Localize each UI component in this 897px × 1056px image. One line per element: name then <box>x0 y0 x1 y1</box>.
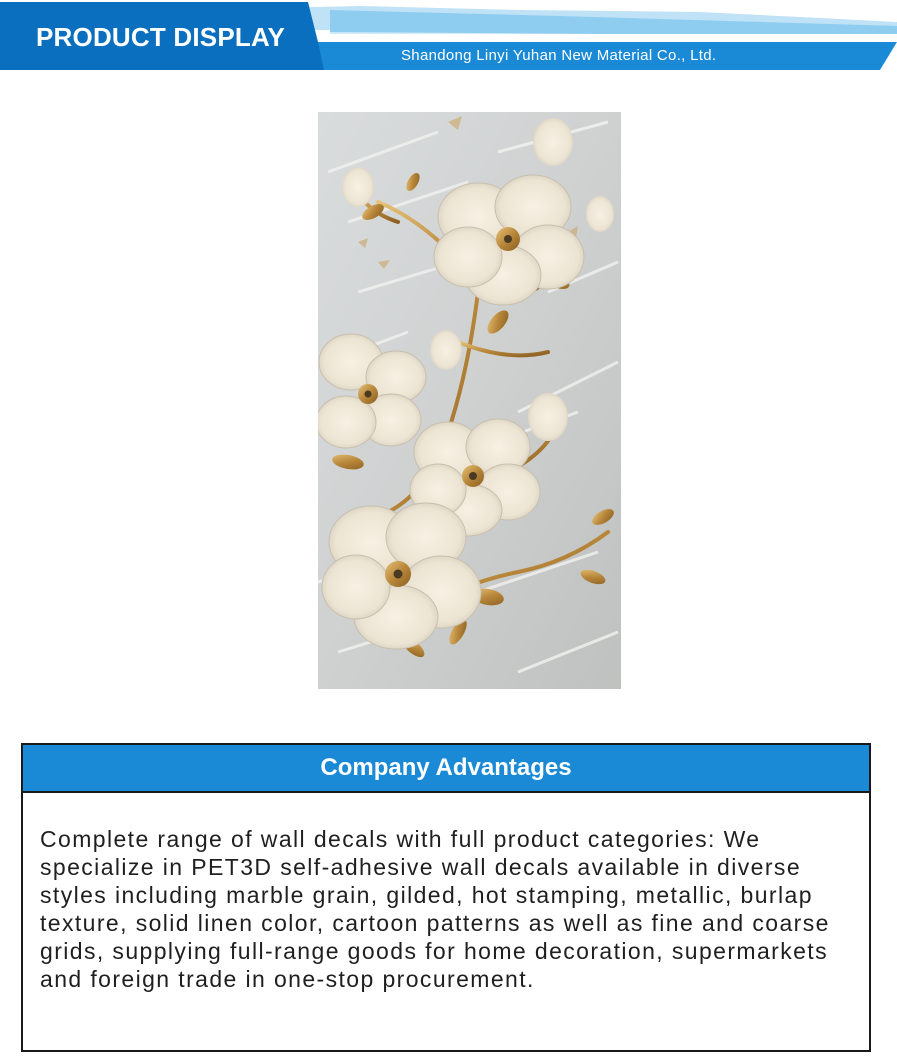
product-image <box>318 112 621 689</box>
company-name: Shandong Linyi Yuhan New Material Co., Ltd. <box>401 47 717 64</box>
advantages-box <box>21 743 871 1052</box>
advantages-header <box>23 745 869 793</box>
floral-relief-wall-panel-icon <box>318 112 621 689</box>
page-title: PRODUCT DISPLAY <box>36 22 286 52</box>
advantages-text: Complete range of wall decals with full product categories: We specialize in PET3D self-adhesive wall decals available in diverse styles including marble grain, gilded, hot stamping, metallic, burlap texture, solid linen color, cartoon patterns as well as fine and coarse grids, supplying full-range goods for home decoration, supermarkets and foreign trade in one-stop procurement. <box>40 826 830 992</box>
header-banner <box>0 0 897 75</box>
advantages-title: Company Advantages <box>320 754 572 781</box>
